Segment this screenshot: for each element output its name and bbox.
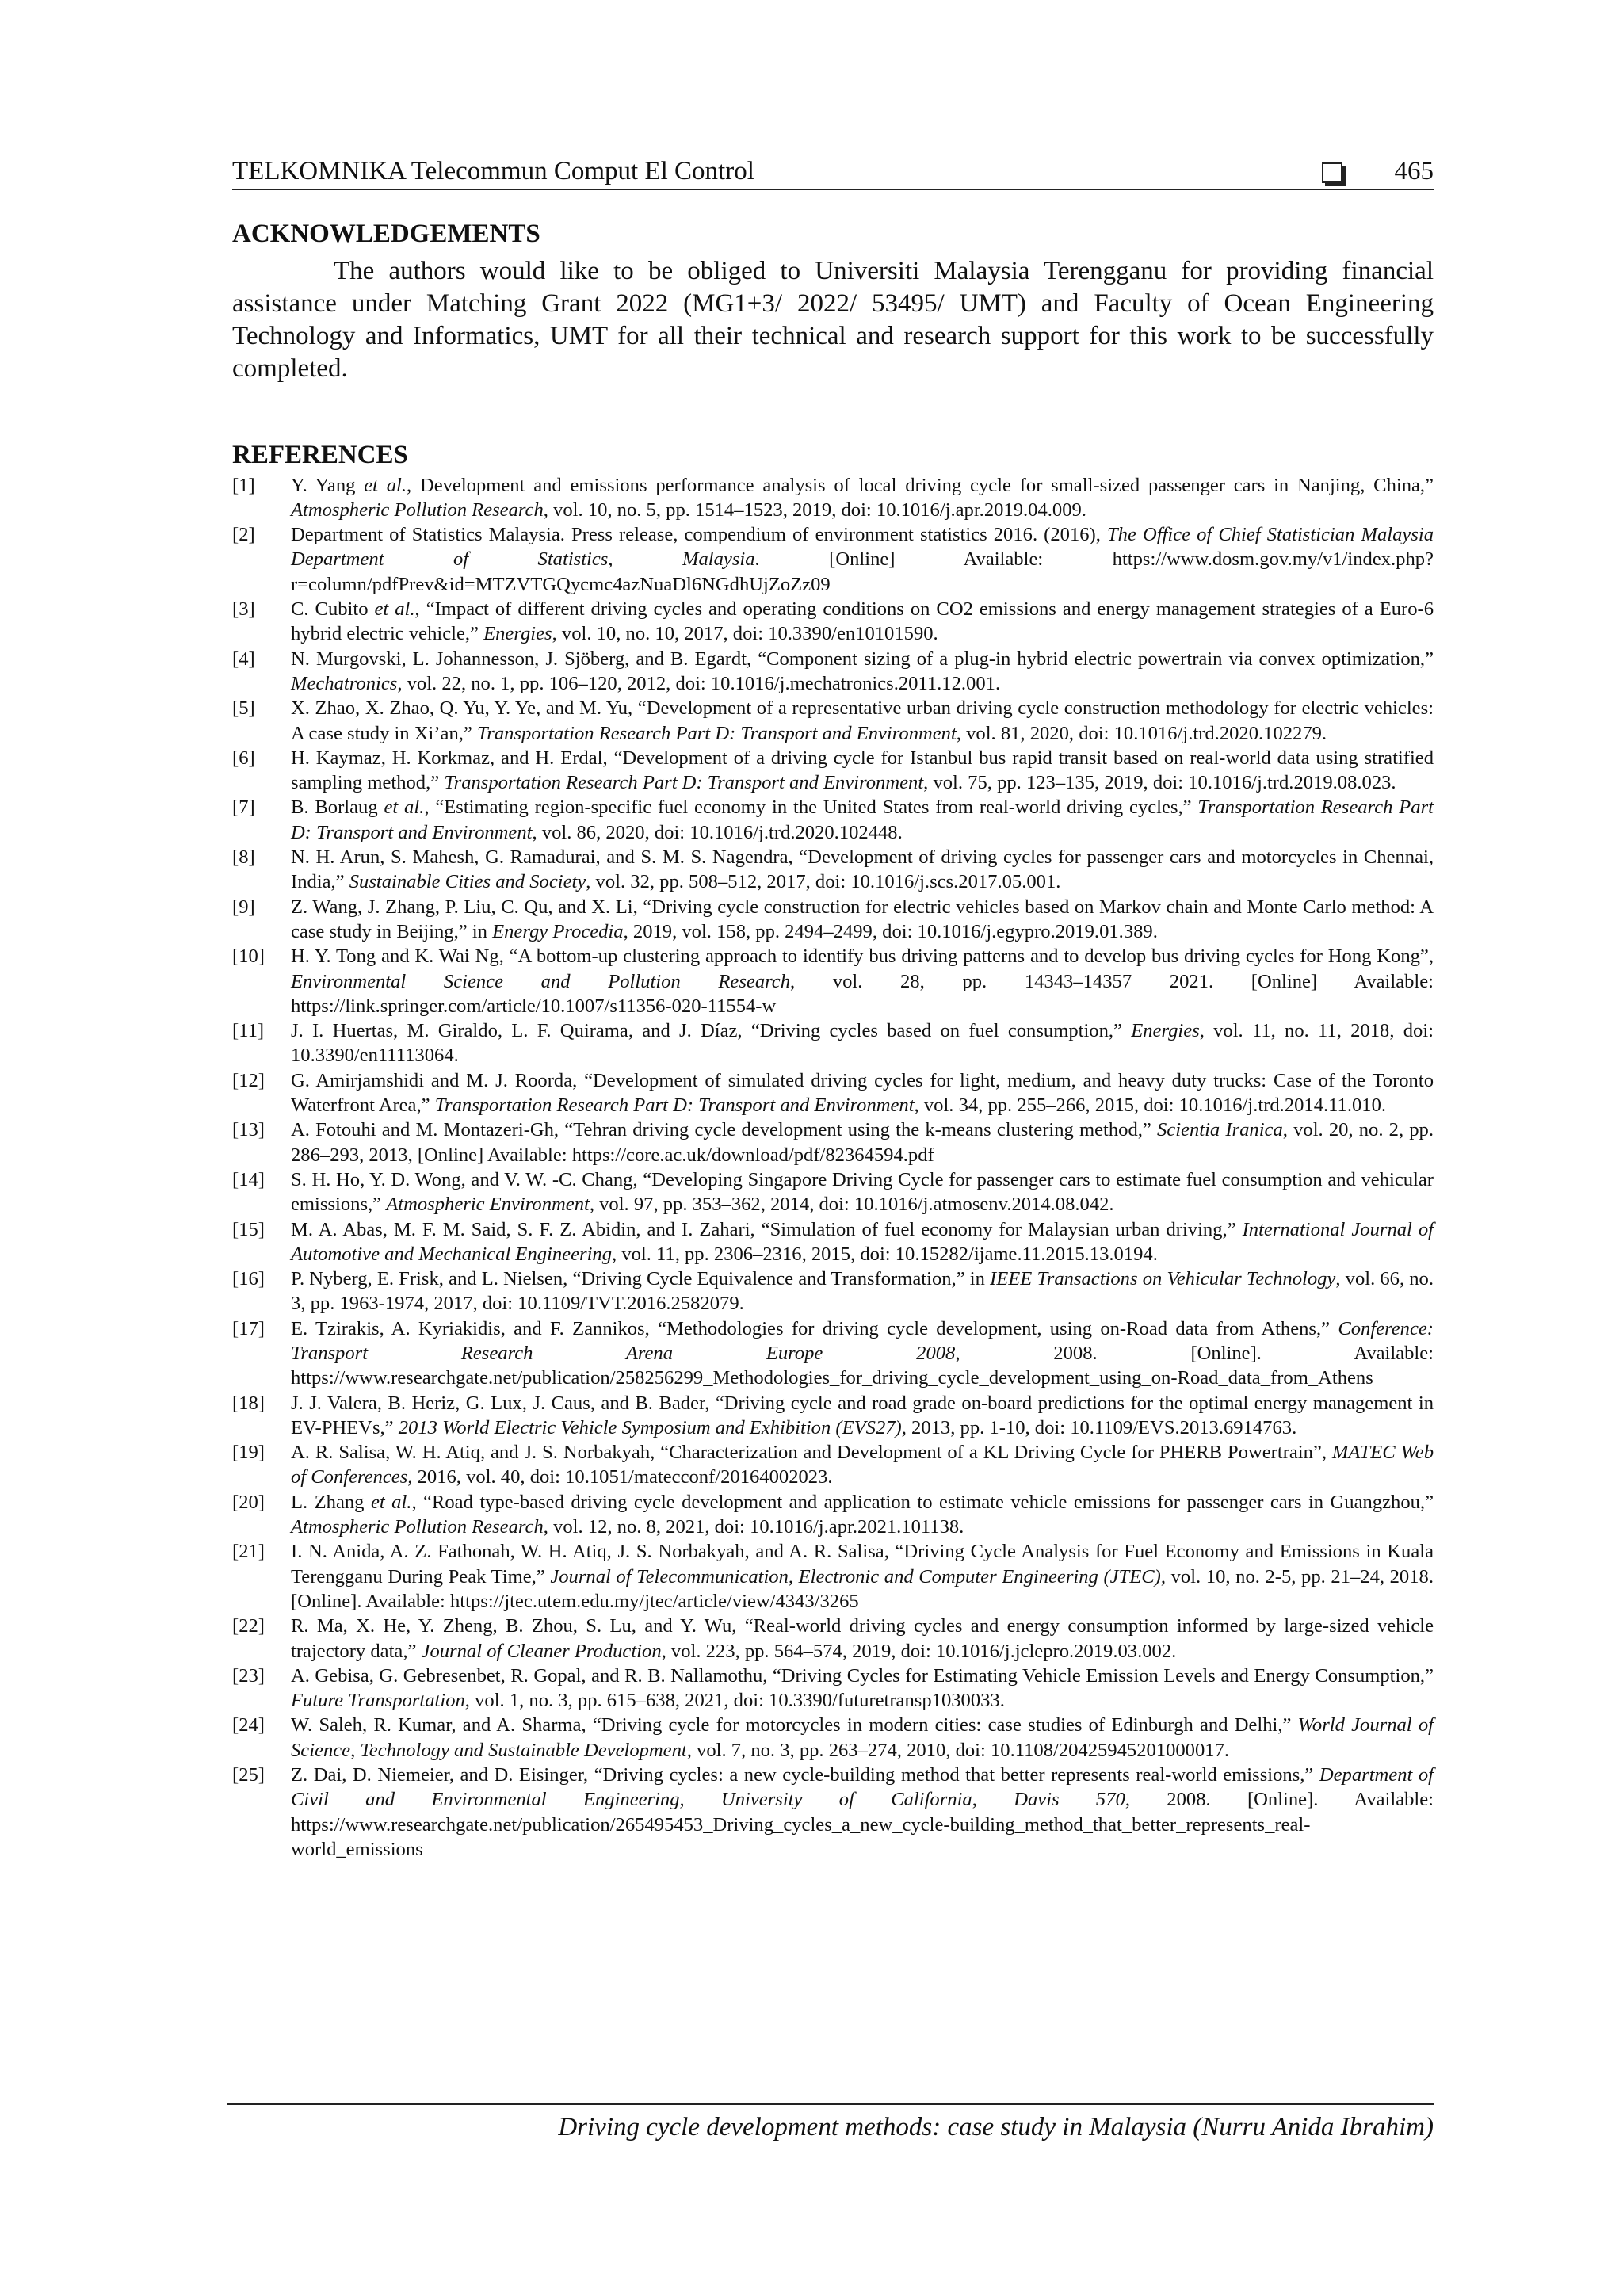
- reference-text: [291, 1763, 1434, 1862]
- reference-item: [232, 1068, 1434, 1118]
- reference-segment: , vol. 32, pp. 508–512, 2017, doi: 10.1016/j.scs.2017.05.001.: [586, 871, 1061, 893]
- reference-item: [232, 944, 1434, 1018]
- reference-segment: , vol. 7, no. 3, pp. 263–274, 2010, doi: 10.1108/20425945201000017.: [686, 1739, 1230, 1761]
- reference-segment: , 2008. [Online]. Available: https://www.researchgate.net/publication/258256299_Methodologies_for_driving_cycle_development_using_on-Road_data_from_Athens: [291, 1342, 1434, 1389]
- reference-list: [232, 473, 1434, 1862]
- reference-item: [232, 1713, 1434, 1763]
- reference-segment: , “Impact of different driving cycles and operating conditions on CO2 emissions and energy management strategies of a Euro-6 hybrid electric vehicle,”: [291, 598, 1434, 645]
- square-box-icon: [1322, 162, 1342, 183]
- reference-italic-segment: Davis 570: [1014, 1789, 1125, 1811]
- reference-segment: , Development and emissions performance analysis of local driving cycle for small-sized passenger cars in Nanjing, China,”: [407, 474, 1434, 496]
- reference-text: [291, 845, 1434, 895]
- reference-segment: A. Fotouhi and M. Montazeri-Gh, “Tehran driving cycle development using the k-means clustering method,”: [291, 1119, 1157, 1141]
- reference-italic-segment: Conference: Transport Research Arena Europe 2008: [291, 1317, 1434, 1364]
- reference-item: [232, 1217, 1434, 1267]
- reference-segment: A. Gebisa, G. Gebresenbet, R. Gopal, and R. B. Nallamothu, “Driving Cycles for Estimating Vehicle Emission Levels and Energy Consumption,”: [291, 1664, 1434, 1687]
- reference-segment: , vol. 34, pp. 255–266, 2015, doi: 10.1016/j.trd.2014.11.010.: [914, 1095, 1387, 1117]
- reference-italic-segment: Journal of Telecommunication, Electronic and Computer Engineering (JTEC),: [550, 1565, 1166, 1587]
- reference-segment: E. Tzirakis, A. Kyriakidis, and F. Zannikos, “Methodologies for driving cycle development, using on-Road data from Athens,”: [291, 1317, 1338, 1339]
- reference-text: [291, 895, 1434, 945]
- reference-number: [3]: [232, 598, 255, 621]
- references-section: [232, 440, 1434, 1862]
- reference-number: [14]: [232, 1168, 265, 1190]
- reference-segment: , vol. 11, pp. 2306–2316, 2015, doi: 10.15282/ijame.11.2015.13.0194.: [612, 1243, 1158, 1265]
- reference-item: [232, 647, 1434, 697]
- reference-number: [5]: [232, 697, 255, 720]
- reference-number: [25]: [232, 1764, 265, 1786]
- reference-text: [291, 1018, 1434, 1068]
- reference-segment: ,: [972, 1789, 1014, 1811]
- reference-number: [18]: [232, 1392, 265, 1414]
- reference-item: [232, 1664, 1434, 1713]
- reference-text: [291, 1316, 1434, 1391]
- reference-item: [232, 1167, 1434, 1217]
- reference-italic-segment: Scientia Iranica: [1156, 1119, 1283, 1141]
- reference-segment: J. I. Huertas, M. Giraldo, L. F. Quirama, and J. Díaz, “Driving cycles based on fuel consumption,”: [291, 1020, 1132, 1042]
- reference-number: [9]: [232, 896, 255, 918]
- reference-item: [232, 1391, 1434, 1441]
- reference-italic-segment: Atmospheric Pollution Research: [291, 1516, 544, 1538]
- reference-italic-segment: Department of Civil and Environmental Engineering, University of California: [291, 1764, 1434, 1811]
- reference-segment: A. R. Salisa, W. H. Atiq, and J. S. Norbakyah, “Characterization and Development of a KL Driving Cycle for PHERB Powertrain”,: [291, 1442, 1332, 1464]
- reference-item: [232, 746, 1434, 796]
- reference-text: [291, 1539, 1434, 1614]
- page-header: [232, 152, 1434, 190]
- reference-segment: H. Kaymaz, H. Korkmaz, and H. Erdal, “Development of a driving cycle for Istanbul bus rapid transit based on real-world data using stratified sampling method,”: [291, 747, 1434, 794]
- reference-number: [15]: [232, 1218, 265, 1240]
- reference-number: [19]: [232, 1442, 265, 1464]
- reference-text: [291, 1664, 1434, 1713]
- reference-item: [232, 1539, 1434, 1614]
- reference-segment: , “Road type-based driving cycle development and application to estimate vehicle emissions for passenger cars in Guangzhou,”: [411, 1491, 1434, 1513]
- reference-segment: I. N. Anida, A. Z. Fathonah, W. H. Atiq, J. S. Norbakyah, and A. R. Salisa, “Driving Cycle Analysis for Fuel Economy and Emissions in Kuala Terengganu During Peak Time,”: [291, 1541, 1434, 1587]
- reference-item: [232, 1117, 1434, 1167]
- reference-segment: L. Zhang: [291, 1491, 371, 1513]
- reference-italic-segment: et al.: [370, 1491, 412, 1513]
- references-heading: REFERENCES: [232, 441, 408, 469]
- reference-segment: , vol. 20, no. 2, pp. 286–293, 2013, [Online] Available: https://core.ac.uk/download/pdf/82364594.pdf: [291, 1119, 1434, 1166]
- reference-segment: G. Amirjamshidi and M. J. Roorda, “Development of simulated driving cycles for light, medium, and heavy duty trucks: Case of the Toronto Waterfront Area,”: [291, 1069, 1434, 1117]
- reference-segment: , vol. 12, no. 8, 2021, doi: 10.1016/j.apr.2021.101138.: [543, 1516, 964, 1538]
- acknowledgements-heading: ACKNOWLEDGEMENTS: [232, 220, 540, 248]
- reference-italic-segment: Future Transportation: [291, 1690, 465, 1712]
- reference-italic-segment: Environmental Science and Pollution Research: [291, 970, 791, 992]
- reference-item: [232, 795, 1434, 845]
- reference-number: [1]: [232, 474, 255, 496]
- reference-number: [24]: [232, 1714, 265, 1736]
- reference-text: [291, 522, 1434, 597]
- reference-segment: N. H. Arun, S. Mahesh, G. Ramadurai, and S. M. S. Nagendra, “Development of driving cycles for passenger cars and motorcycles in Chennai, India,”: [291, 846, 1434, 893]
- reference-italic-segment: Journal of Cleaner Production: [421, 1640, 662, 1662]
- reference-text: [291, 1490, 1434, 1540]
- reference-italic-segment: Sustainable Cities and Society: [349, 871, 586, 893]
- reference-segment: M. A. Abas, M. F. M. Said, S. F. Z. Abidin, and I. Zahari, “Simulation of fuel economy for Malaysian urban driving,”: [291, 1218, 1243, 1240]
- reference-segment: , 2008. [Online]. Available: https://www.researchgate.net/publication/265495453_Driving_cycles_a_new_cycle-building_method_that_better_represents_real-world_emissions: [291, 1789, 1434, 1860]
- acknowledgements-text: The authors would like to be obliged to Universiti Malaysia Terengganu for providing financial assistance under Matching Grant 2022 (MG1+3/ 2022/ 53495/ UMT) and Faculty of Ocean Engineering Technology and Informatics, UMT for all their technical and research support for this work to be successfully completed.: [232, 256, 1434, 383]
- reference-number: [12]: [232, 1069, 265, 1091]
- reference-segment: , vol. 10, no. 10, 2017, doi: 10.3390/en10101590.: [552, 623, 938, 645]
- reference-segment: N. Murgovski, L. Johannesson, J. Sjöberg, and B. Egardt, “Component sizing of a plug-in hybrid electric powertrain via convex optimization,”: [291, 648, 1434, 670]
- reference-number: [22]: [232, 1615, 265, 1637]
- reference-text: [291, 696, 1434, 746]
- reference-segment: , 2019, vol. 158, pp. 2494–2499, doi: 10.1016/j.egypro.2019.01.389.: [623, 920, 1158, 942]
- reference-segment: , vol. 223, pp. 564–574, 2019, doi: 10.1016/j.jclepro.2019.03.002.: [661, 1640, 1177, 1662]
- reference-item: [232, 597, 1434, 647]
- reference-italic-segment: Transportation Research Part D: Transport and Environment: [291, 797, 1434, 843]
- reference-number: [8]: [232, 846, 255, 869]
- reference-item: [232, 1316, 1434, 1391]
- reference-number: [20]: [232, 1491, 265, 1513]
- reference-text: [291, 1167, 1434, 1217]
- reference-italic-segment: World Journal of Science, Technology and Sustainable Development: [291, 1714, 1434, 1761]
- reference-italic-segment: MATEC Web of Conferences,: [291, 1442, 1434, 1488]
- reference-segment: , vol. 81, 2020, doi: 10.1016/j.trd.2020.102279.: [956, 722, 1327, 744]
- reference-item: [232, 1440, 1434, 1490]
- reference-segment: Z. Wang, J. Zhang, P. Liu, C. Qu, and X. Li, “Driving cycle construction for electric vehicles based on Markov chain and Monte Carlo method: A case study in Beijing,” in: [291, 896, 1434, 942]
- reference-segment: Z. Dai, D. Niemeier, and D. Eisinger, “Driving cycles: a new cycle-building method that better represents real-world emissions,”: [291, 1764, 1319, 1786]
- reference-text: [291, 1713, 1434, 1763]
- reference-segment: , vol. 75, pp. 123–135, 2019, doi: 10.1016/j.trd.2019.08.023.: [923, 772, 1396, 794]
- reference-italic-segment: Transportation Research Part D: Transport and Environment: [434, 1095, 915, 1117]
- reference-text: [291, 1117, 1434, 1167]
- reference-italic-segment: 2013 World Electric Vehicle Symposium and Exhibition (EVS27),: [398, 1416, 907, 1438]
- reference-italic-segment: Energy Procedia: [492, 920, 624, 942]
- reference-segment: 2016, vol. 40, doi: 10.1051/matecconf/20164002023.: [412, 1466, 833, 1488]
- reference-segment: Department of Statistics Malaysia. Press release, compendium of environment statistics 2016. (2016),: [291, 524, 1107, 546]
- reference-segment: , vol. 28, pp. 14343–14357 2021. [Online] Available: https://link.springer.com/article/10.1007/s11356-020-11554-w: [291, 970, 1434, 1017]
- reference-number: [17]: [232, 1317, 265, 1339]
- reference-segment: C. Cubito: [291, 598, 375, 621]
- reference-item: [232, 1018, 1434, 1068]
- reference-text: [291, 746, 1434, 796]
- reference-italic-segment: et al.: [384, 797, 425, 819]
- reference-segment: , “Estimating region-specific fuel economy in the United States from real-world driving cycles,”: [424, 797, 1198, 819]
- reference-text: [291, 1440, 1434, 1490]
- reference-number: [21]: [232, 1541, 265, 1563]
- reference-number: [16]: [232, 1268, 265, 1290]
- reference-item: [232, 473, 1434, 523]
- reference-text: [291, 1266, 1434, 1316]
- reference-segment: S. H. Ho, Y. D. Wong, and V. W. -C. Chang, “Developing Singapore Driving Cycle for passenger cars to estimate fuel consumption and vehicular emissions,”: [291, 1168, 1434, 1216]
- reference-segment: H. Y. Tong and K. Wai Ng, “A bottom-up clustering approach to identify bus driving patterns and to develop bus driving cycles for Hong Kong”,: [291, 946, 1434, 968]
- reference-segment: vol. 10, no. 2-5, pp. 21–24, 2018. [Online]. Available: https://jtec.utem.edu.my/jtec/article/view/4343/3265: [291, 1565, 1434, 1612]
- reference-segment: Y. Yang: [291, 474, 365, 496]
- reference-italic-segment: Transportation Research Part D: Transport and Environment: [476, 722, 957, 744]
- reference-text: [291, 795, 1434, 845]
- reference-segment: P. Nyberg, E. Frisk, and L. Nielsen, “Driving Cycle Equivalence and Transformation,” in: [291, 1268, 991, 1290]
- reference-segment: , vol. 66, no. 3, pp. 1963-1974, 2017, doi: 10.1109/TVT.2016.2582079.: [291, 1268, 1434, 1315]
- reference-italic-segment: Atmospheric Pollution Research: [291, 499, 544, 521]
- reference-segment: . [Online] Available: https://www.dosm.gov.my/v1/index.php?r=column/pdfPrev&id=MTZVTGQycmc4azNuaDl6NGdhUjZoZz09: [291, 548, 1434, 595]
- footer-running-title: Driving cycle development methods: case study in Malaysia (Nurru Anida Ibrahim): [558, 2113, 1434, 2141]
- reference-number: [13]: [232, 1119, 265, 1141]
- reference-segment: X. Zhao, X. Zhao, Q. Yu, Y. Ye, and M. Yu, “Development of a representative urban driving cycle construction methodology for electric vehicles: A case study in Xi’an,”: [291, 697, 1434, 744]
- reference-italic-segment: IEEE Transactions on Vehicular Technology: [990, 1268, 1336, 1290]
- reference-italic-segment: Energies: [483, 623, 552, 645]
- reference-text: [291, 1217, 1434, 1267]
- reference-text: [291, 597, 1434, 647]
- reference-segment: 2013, pp. 1-10, doi: 10.1109/EVS.2013.6914763.: [906, 1416, 1297, 1438]
- reference-italic-segment: et al.: [364, 474, 407, 496]
- reference-segment: W. Saleh, R. Kumar, and A. Sharma, “Driving cycle for motorcycles in modern cities: case studies of Edinburgh and Delhi,”: [291, 1714, 1298, 1736]
- acknowledgements-section: [232, 219, 1434, 385]
- reference-text: [291, 944, 1434, 1018]
- reference-text: [291, 1391, 1434, 1441]
- reference-segment: , vol. 22, no. 1, pp. 106–120, 2012, doi: 10.1016/j.mechatronics.2011.12.001.: [397, 672, 1001, 694]
- reference-italic-segment: Mechatronics: [291, 672, 398, 694]
- page-number: 465: [1394, 157, 1434, 185]
- reference-item: [232, 1763, 1434, 1862]
- reference-number: [10]: [232, 946, 265, 968]
- reference-number: [4]: [232, 648, 255, 670]
- reference-item: [232, 522, 1434, 597]
- reference-item: [232, 1266, 1434, 1316]
- page-footer: [227, 2103, 1434, 2153]
- reference-text: [291, 1614, 1434, 1664]
- reference-italic-segment: et al.: [374, 598, 415, 621]
- reference-segment: , vol. 11, no. 11, 2018, doi: 10.3390/en11113064.: [291, 1020, 1434, 1067]
- reference-italic-segment: The Office of Chief Statistician Malaysia Department of Statistics, Malaysia: [291, 524, 1434, 571]
- reference-segment: B. Borlaug: [291, 797, 384, 819]
- reference-item: [232, 895, 1434, 945]
- journal-title: TELKOMNIKA Telecommun Comput El Control: [232, 157, 754, 185]
- reference-text: [291, 1068, 1434, 1118]
- reference-item: [232, 845, 1434, 895]
- reference-number: [7]: [232, 797, 255, 819]
- reference-segment: , vol. 86, 2020, doi: 10.1016/j.trd.2020.102448.: [532, 821, 903, 843]
- reference-segment: J. J. Valera, B. Heriz, G. Lux, J. Caus, and B. Bader, “Driving cycle and road grade on-board predictions for the optimal energy management in EV-PHEVs,”: [291, 1392, 1434, 1438]
- reference-italic-segment: Energies: [1131, 1020, 1200, 1042]
- reference-segment: , vol. 1, no. 3, pp. 615–638, 2021, doi: 10.3390/futuretransp1030033.: [464, 1690, 1005, 1712]
- reference-segment: , vol. 10, no. 5, pp. 1514–1523, 2019, doi: 10.1016/j.apr.2019.04.009.: [543, 499, 1086, 521]
- reference-number: [23]: [232, 1664, 265, 1687]
- reference-item: [232, 696, 1434, 746]
- reference-italic-segment: Atmospheric Environment: [386, 1194, 590, 1216]
- reference-text: [291, 473, 1434, 523]
- reference-item: [232, 1614, 1434, 1664]
- reference-italic-segment: Transportation Research Part D: Transport and Environment: [444, 772, 924, 794]
- reference-number: [2]: [232, 524, 255, 546]
- reference-italic-segment: International Journal of Automotive and Mechanical Engineering: [291, 1218, 1434, 1265]
- reference-text: [291, 647, 1434, 697]
- reference-number: [11]: [232, 1020, 265, 1042]
- reference-segment: R. Ma, X. He, Y. Zheng, B. Zhou, S. Lu, and Y. Wu, “Real-world driving cycles and energy consumption informed by large-sized vehicle trajectory data,”: [291, 1615, 1434, 1662]
- reference-number: [6]: [232, 747, 255, 769]
- reference-segment: , vol. 97, pp. 353–362, 2014, doi: 10.1016/j.atmosenv.2014.08.042.: [589, 1194, 1114, 1216]
- reference-item: [232, 1490, 1434, 1540]
